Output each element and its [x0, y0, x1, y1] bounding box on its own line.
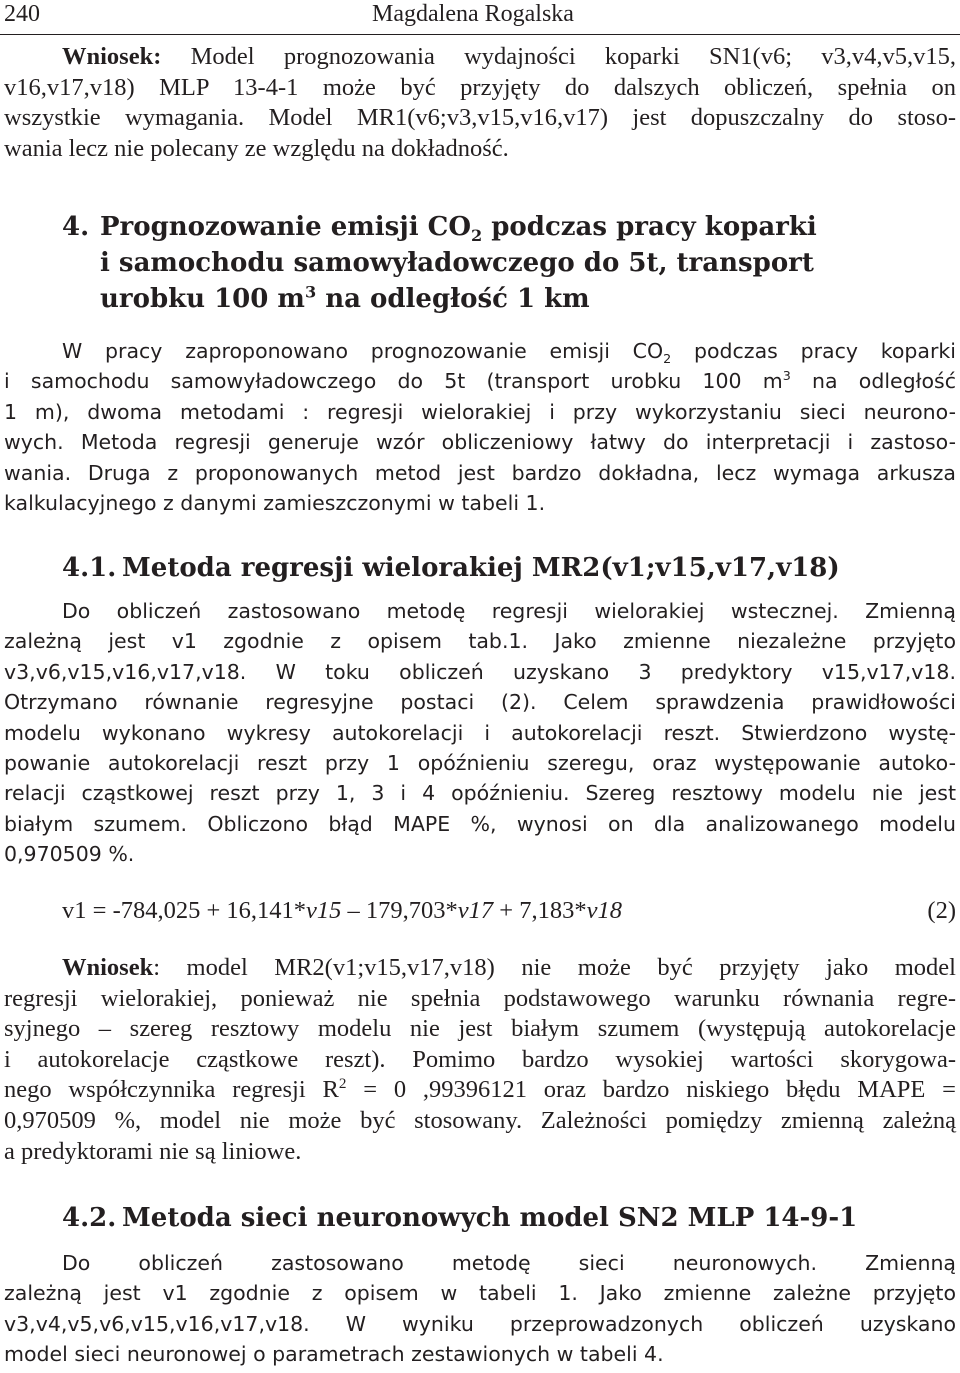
text-span: Model prognozowania wydajności koparki SN1(v6; v3,v4,v5,v15, [161, 43, 956, 70]
section-number: 4. [62, 212, 90, 242]
conclusion-label: Wniosek: [62, 43, 162, 70]
text-span: podczas pracy koparki [671, 339, 956, 363]
text-line: v3,v4,v5,v6,v15,v16,v17,v18. W wyniku przeprowadzonych obliczeń uzyskano [4, 1311, 956, 1336]
text-line [4, 366, 956, 396]
text-line: zależną jest v1 zgodnie z opisem w tabeli 1. Jako zmienne zależne przyjęto [4, 1281, 956, 1306]
text-line: wych. Metoda regresji generuje wzór obliczeniowy łatwy do interpretacji i zastoso- [4, 430, 956, 455]
heading-text: Metoda sieci neuronowych model SN2 MLP 14-9-1 [122, 1203, 858, 1233]
text-line: białym szumem. Obliczono błąd MAPE %, wynosi on dla analizowanego modelu [4, 811, 956, 836]
text-line [4, 1075, 956, 1106]
text-line: regresji wielorakiej, ponieważ nie spełnia podstawowego warunku równania regre- [4, 984, 956, 1012]
regression-paragraph [4, 596, 956, 870]
page-header [0, 0, 960, 36]
regression-equation [62, 897, 956, 929]
text-span: nego współczynnika regresji R [4, 1076, 339, 1104]
text-span: = 0 ,99396121 oraz bardzo niskiego błędu MAPE = [346, 1076, 956, 1104]
heading-text: Prognozowanie emisji CO [100, 212, 471, 242]
section-number: 4.1. [62, 553, 117, 583]
section-4-heading [62, 209, 952, 317]
conclusion-paragraph-1 [4, 42, 956, 164]
equation-term: v1 = -784,025 + 16,141* [62, 897, 307, 924]
text-span: na odległość [790, 369, 956, 394]
conclusion-paragraph-2 [4, 953, 956, 1167]
heading-line: i samochodu samowyładowczego do 5t, transport [100, 248, 814, 278]
text-line: Otrzymano równanie regresyjne postaci (2). Celem sprawdzenia prawidłowości [4, 690, 956, 715]
subscript: 2 [663, 351, 672, 367]
heading-line [62, 209, 952, 245]
section-4-2-heading [62, 1200, 952, 1236]
section-4-1-heading [62, 550, 952, 586]
text-line: modelu wykonano wykresy autokorelacji i autokorelacji reszt. Stwierdzono wystę- [4, 720, 956, 745]
text-line: Do obliczeń zastosowano metodę regresji wielorakiej wstecznej. Zmienną [62, 599, 956, 623]
text-line: a predyktorami nie są liniowe. [4, 1137, 302, 1165]
heading-line [62, 281, 952, 317]
equation-variable: v15 [306, 897, 342, 924]
equation-number: (2) [927, 897, 956, 924]
text-line [4, 953, 956, 984]
text-line: relacji cząstkowej reszt przy 1, 3 i 4 opóźnieniu. Szereg resztowy modelu nie jest [4, 781, 956, 806]
text-line: kalkulacyjnego z danymi zamieszczonymi w tabeli 1. [4, 491, 546, 516]
text-line: i autokorelacje cząstkowe reszt). Pomimo bardzo wysokiej wartości skorygowa- [4, 1045, 956, 1073]
heading-text: na odległość 1 km [316, 284, 590, 314]
text-line: syjnego – szereg resztowy modelu nie jest białym szumem (występują autokorelacje [4, 1015, 956, 1043]
equation-term: – 179,703* [341, 897, 458, 924]
text-line: v16,v17,v18) MLP 13-4-1 może być przyjęty do dalszych obliczeń, spełnia on [4, 73, 956, 101]
text-line: wszystkie wymagania. Model MR1(v6;v3,v15,v16,v17) jest dopuszczalny do stoso- [4, 104, 956, 132]
text-span: W pracy zaproponowano prognozowanie emisji CO [62, 339, 664, 363]
equation-term: + 7,183* [493, 897, 587, 924]
text-line: 0,970509 %. [4, 842, 135, 867]
equation-body [62, 897, 622, 925]
equation-variable: v18 [586, 897, 622, 924]
conclusion-label: Wniosek [62, 954, 154, 981]
text-span: : model MR2(v1;v15,v17,v18) nie może być przyjęty jako model [153, 954, 956, 981]
text-line: powanie autokorelacji reszt przy 1 opóźnieniu szeregu, oraz występowanie autoko- [4, 751, 956, 776]
section-number: 4.2. [62, 1203, 117, 1233]
superscript: 3 [304, 282, 317, 302]
text-line: v3,v6,v15,v16,v17,v18. W toku obliczeń uzyskano 3 predyktory v15,v17,v18. [4, 659, 956, 684]
heading-line [62, 1200, 952, 1236]
running-head-author: Magdalena Rogalska [372, 1, 574, 27]
text-line: model sieci neuronowej o parametrach zestawionych w tabeli 4. [4, 1342, 664, 1367]
heading-text: urobku 100 m [100, 284, 305, 314]
superscript: 2 [338, 1075, 347, 1093]
header-rule [0, 34, 960, 35]
superscript: 3 [782, 368, 791, 384]
text-line: 1 m), dwoma metodami : regresji wielorakiej i przy wykorzystaniu sieci neurono- [4, 399, 956, 424]
text-line [4, 336, 956, 366]
text-line: Do obliczeń zastosowano metodę sieci neuronowych. Zmienną [62, 1251, 956, 1275]
text-line: wania. Druga z proponowanych metod jest bardzo dokładna, lecz wymaga arkusza [4, 460, 956, 485]
intro-paragraph [4, 336, 956, 518]
text-line: zależną jest v1 zgodnie z opisem tab.1. Jako zmienne niezależne przyjęto [4, 629, 956, 654]
text-line [4, 42, 956, 73]
heading-line [62, 550, 952, 586]
page-number: 240 [4, 1, 40, 27]
text-line: 0,970509 %, model nie może być stosowany. Zależności pomiędzy zmienną zależną [4, 1106, 956, 1134]
neural-network-paragraph [4, 1248, 956, 1370]
text-line: wania lecz nie polecany ze względu na dokładność. [4, 134, 509, 162]
equation-variable: v17 [457, 897, 494, 924]
subscript: 2 [470, 226, 483, 246]
text-span: i samochodu samowyładowczego do 5t (transport urobku 100 m [4, 369, 783, 394]
heading-text: podczas pracy koparki [482, 212, 817, 242]
heading-text: Metoda regresji wielorakiej MR2(v1;v15,v17,v18) [122, 553, 840, 583]
